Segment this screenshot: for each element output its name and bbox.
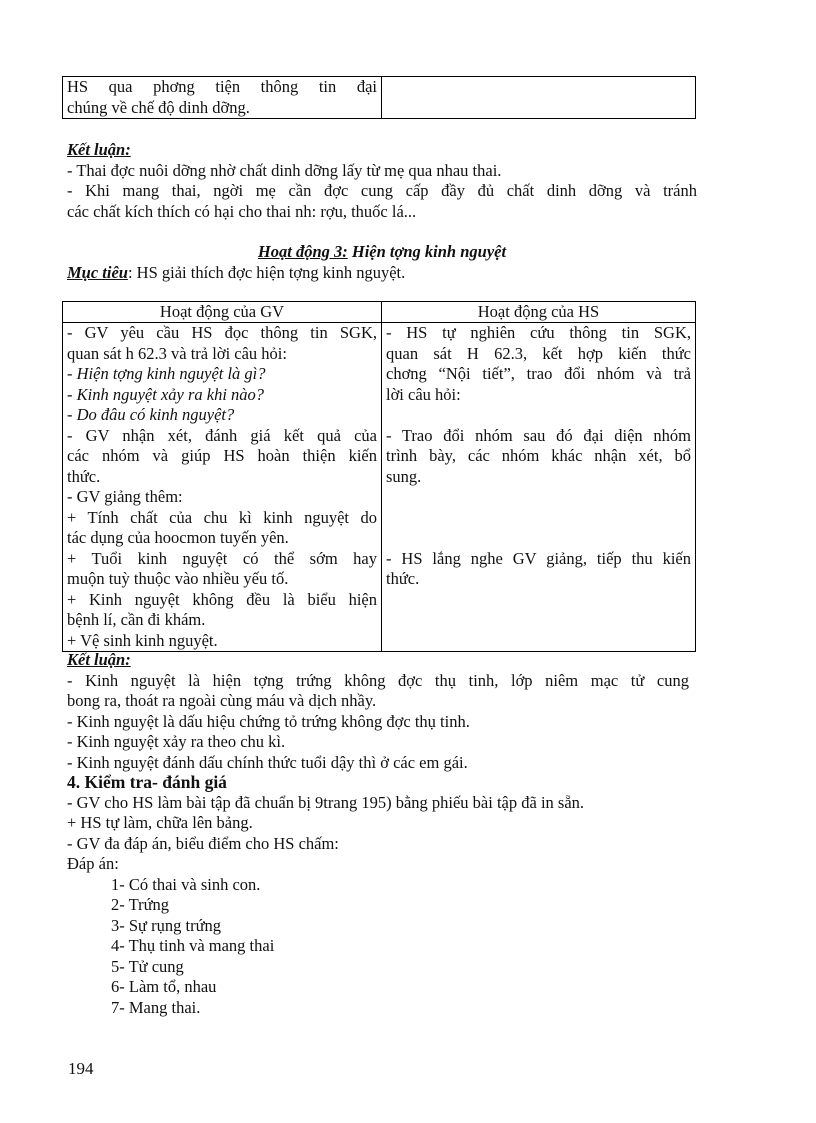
cell-line: chúng về chế độ dinh dỡng. bbox=[67, 97, 250, 117]
text-line: - Kinh nguyệt xảy ra theo chu kì. bbox=[67, 732, 286, 751]
cell-line bbox=[386, 405, 691, 426]
assessment-section bbox=[67, 772, 707, 1018]
cell-line: - Trao đổi nhóm sau đó đại diện nhóm bbox=[386, 425, 691, 445]
cell-line: quan sát H 62.3, kết hợp kiến thức bbox=[386, 343, 691, 363]
activity-3 bbox=[67, 242, 697, 283]
objective-label: Mục tiêu bbox=[67, 262, 128, 282]
cell-line bbox=[386, 528, 691, 549]
table-row bbox=[63, 323, 696, 652]
list-item: 3- Sự rụng trứng bbox=[111, 915, 222, 935]
cell-line: tác dụng của hoocmon tuyến yên. bbox=[67, 528, 289, 547]
conclusion-title: Kết luận: bbox=[67, 650, 131, 669]
text-line: + HS tự làm, chữa lên bảng. bbox=[67, 813, 253, 832]
text-line: - Kinh nguyệt đánh dấu chính thức tuổi dậy thì ở các em gái. bbox=[67, 752, 468, 772]
page-number bbox=[68, 1059, 94, 1080]
list-item: 4- Thụ tinh và mang thai bbox=[111, 936, 275, 955]
text-line: Đáp án: bbox=[67, 854, 119, 873]
cell-line: thức. bbox=[67, 466, 101, 486]
text-line: - Thai đợc nuôi dỡng nhờ chất dinh dỡng lấy từ mẹ qua nhau thai. bbox=[67, 160, 502, 180]
cell-line: - Do đâu có kinh nguyệt? bbox=[67, 405, 235, 424]
cell-line: + Tuổi kinh nguyệt có thể sớm hay bbox=[67, 548, 377, 568]
cell-line: các nhóm và giúp HS hoàn thiện kiến bbox=[67, 446, 377, 465]
list-item: 2- Trứng bbox=[111, 895, 170, 914]
cell-line: chơng “Nội tiết”, trao đổi nhóm và trả bbox=[386, 364, 691, 383]
text-line: - Kinh nguyệt là hiện tợng trứng không đợc thụ tinh, lớp niêm mạc tử cung bbox=[67, 670, 689, 690]
cell-line: - HS lắng nghe GV giảng, tiếp thu kiến bbox=[386, 548, 691, 568]
text-line: - Khi mang thai, ngời mẹ cần đợc cung cấp đầy đủ chất dinh dỡng và tránh bbox=[67, 181, 697, 200]
conclusion-2 bbox=[67, 650, 689, 773]
assessment-heading: 4. Kiểm tra- đánh giá bbox=[67, 772, 227, 792]
cell-line: - GV yêu cầu HS đọc thông tin SGK, bbox=[67, 323, 377, 342]
objective-text: : HS giải thích đợc hiện tợng kinh nguyệt. bbox=[127, 262, 406, 282]
list-item: 7- Mang thai. bbox=[111, 997, 201, 1017]
text-line: - GV đa đáp án, biểu điểm cho HS chấm: bbox=[67, 833, 339, 853]
cell-line: quan sát h 62.3 và trả lời câu hỏi: bbox=[67, 343, 287, 363]
section-title-rest: Hiện tợng kinh nguyệt bbox=[347, 242, 507, 261]
cell-line: - Kinh nguyệt xảy ra khi nào? bbox=[67, 384, 265, 404]
text-line: các chất kích thích có hại cho thai nh: rợu, thuốc lá... bbox=[67, 201, 417, 221]
activity-table bbox=[62, 301, 696, 652]
section-title-prefix: Hoạt động 3: bbox=[257, 242, 348, 261]
table-cell-hs bbox=[382, 77, 696, 119]
list-item: 1- Có thai và sinh con. bbox=[111, 874, 261, 894]
table-cell-gv bbox=[63, 323, 382, 652]
cell-line: - GV giảng thêm: bbox=[67, 487, 183, 506]
cell-line: muộn tuỳ thuộc vào nhiều yếu tố. bbox=[67, 569, 289, 588]
table-cell-hs bbox=[382, 323, 696, 652]
cell-line: thức. bbox=[386, 569, 420, 588]
conclusion-1 bbox=[67, 140, 697, 222]
cell-line bbox=[386, 508, 691, 529]
cell-line: + Vệ sinh kinh nguyệt. bbox=[67, 630, 218, 650]
cell-line: trình bày, các nhóm khác nhận xét, bổ bbox=[386, 446, 691, 465]
table-header-row bbox=[63, 302, 696, 323]
cell-line: bệnh lí, cần đi khám. bbox=[67, 610, 206, 629]
cell-line: sung. bbox=[386, 466, 422, 486]
list-item: 5- Tử cung bbox=[111, 956, 184, 976]
text-line: - GV cho HS làm bài tập đã chuẩn bị 9trang 195) bằng phiếu bài tập đã in sẵn. bbox=[67, 792, 585, 812]
cell-line: - GV nhận xét, đánh giá kết quả của bbox=[67, 425, 377, 445]
conclusion-title: Kết luận: bbox=[67, 140, 131, 159]
section-title bbox=[67, 242, 697, 263]
cell-line: + Kinh nguyệt không đều là biểu hiện bbox=[67, 589, 377, 609]
text-line: bong ra, thoát ra ngoài cùng máu và dịch nhầy. bbox=[67, 691, 377, 710]
cell-line: lời câu hỏi: bbox=[386, 384, 461, 404]
cell-line: HS qua phơng tiện thông tin đại bbox=[67, 77, 377, 96]
cell-line: - HS tự nghiên cứu thông tin SGK, bbox=[386, 323, 691, 342]
list-item: 6- Làm tổ, nhau bbox=[111, 977, 217, 996]
table-row bbox=[63, 77, 696, 119]
table-cell-gv bbox=[63, 77, 382, 119]
text-line: - Kinh nguyệt là dấu hiệu chứng tỏ trứng không đợc thụ tinh. bbox=[67, 711, 470, 731]
answer-list bbox=[67, 875, 707, 1019]
header-hs: Hoạt động của HS bbox=[382, 302, 696, 323]
cell-line: + Tính chất của chu kì kinh nguyệt do bbox=[67, 507, 377, 527]
page-number-text: 194 bbox=[68, 1059, 94, 1078]
objective-line bbox=[67, 263, 697, 284]
header-gv: Hoạt động của GV bbox=[63, 302, 382, 323]
cell-line: - Hiện tợng kinh nguyệt là gì? bbox=[67, 364, 266, 383]
continuation-table bbox=[62, 76, 696, 119]
cell-line bbox=[386, 487, 691, 508]
